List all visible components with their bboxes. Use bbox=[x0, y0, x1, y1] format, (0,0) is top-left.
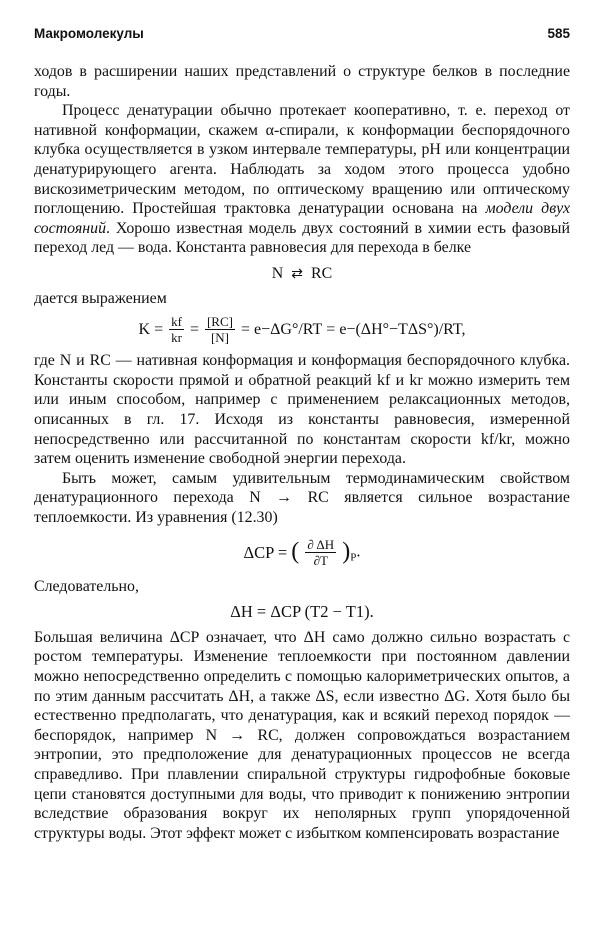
page-body bbox=[34, 62, 570, 843]
paragraph-consequently: Следовательно, bbox=[34, 577, 139, 595]
constant-pressure-subscript: P bbox=[350, 552, 357, 565]
equation-heat-capacity: ΔCP = ( $\frac{\partial \Delta H}{\partial T}$ )$_P$. bbox=[243, 537, 361, 569]
equation-exponential-expanded: = e−(ΔH°−TΔS°)/RT, bbox=[326, 320, 466, 338]
equilibrium-arrows: ⇄ bbox=[291, 266, 303, 282]
paragraph-heat-capacity: Быть может, самым удивительным термодинамическим свойством денатурационного перехода N → RC является сильное возрастание теплоемкости. Из уравнения (12.30) bbox=[34, 469, 570, 526]
paragraph-text: Процесс денатурации обычно протекает кооперативно, т. е. переход от нативной конформации, скажем α-спирали, к конформации беспорядочного клубка осуществляется в узком интервале температуры, pH или концентрации денатурирующего агента. Наблюдать за ходом этого процесса удобно вискозиметрическим методом, по оптическому вращению или оптическому поглощению. Простейшая трактовка денатурации основана на bbox=[34, 102, 570, 218]
paragraph-text: . Хорошо известная модель двух состояний в химии есть фазовый переход лед — вода. Константа равновесия для перехода в белке bbox=[34, 219, 570, 257]
paragraph-entropy-discussion: Большая величина ΔCP означает, что ΔH само должно сильно возрастать с ростом температуры. Изменение теплоемкости при постоянном давлении можно непосредственно определить с помощью калориметрических опытов, а по этим данным рассчитать ΔH, а также ΔS, если известно ΔG. Хотя было бы естественно предполагать, что денатурация, как и всякий переход порядок — беспорядок, например N → RC, должен сопровождаться возрастанием энтропии, это предположение для денатурационных процессов не всегда справедливо. При плавлении спиральной структуры гидрофобные боковые цепи становятся доступными для воды, что приводит к понижению энтропии вследствие образования вокруг их неполярных групп упорядоченной структуры воды. Этот эффект может с избытком компенсировать возрастание bbox=[34, 628, 570, 842]
equation-lhs: K = bbox=[138, 320, 164, 338]
fraction-denominator: ∂T bbox=[313, 553, 328, 569]
fraction-numerator: ∂ ΔH bbox=[307, 537, 335, 553]
reactant-label: N bbox=[271, 264, 284, 282]
fraction-numerator: [RC] bbox=[206, 314, 233, 330]
paragraph-continuation: ходов в расширении наших представлений о структуре белков в последние годы. bbox=[34, 63, 570, 100]
italic-term: модели двух состояний bbox=[34, 200, 570, 237]
chapter-title: Макромолекулы bbox=[34, 26, 144, 41]
paragraph-denaturation bbox=[34, 101, 570, 258]
running-header bbox=[34, 26, 570, 48]
fraction-numerator: kf bbox=[171, 314, 182, 330]
equation-lhs: ΔCP = bbox=[243, 543, 288, 563]
page-number: 585 bbox=[547, 26, 570, 41]
equation-equilibrium-constant: K = $\frac{kf}{kr}$ = $\frac{[RC]}{[N]}$ = e−ΔG°/RT = e−(ΔH°−TΔS°)/RT, bbox=[138, 314, 466, 346]
fraction-partial-derivative bbox=[305, 537, 336, 568]
paragraph-expression-intro: дается выражением bbox=[34, 289, 167, 307]
fraction-denominator: [N] bbox=[210, 330, 229, 346]
paragraph-definitions: где N и RC — нативная конформация и конформация беспорядочного клубка. Константы скорости прямой и обратной реакций kf и kr можно измерить тем или иным способом, например с применением релаксационных методов, описанных в гл. 17. Исходя из константы равновесия, измеренной непосредственно или рассчитанной по константам скорости kf/kr, можно затем оценить изменение свободной энергии перехода. bbox=[34, 352, 570, 468]
fraction-denominator: kr bbox=[171, 330, 182, 346]
product-label: RC bbox=[310, 264, 333, 282]
fraction-concentrations bbox=[205, 314, 235, 345]
equation-exponential: = e−ΔG°/RT bbox=[240, 320, 323, 338]
fraction-rate-constants bbox=[169, 314, 184, 345]
equation-reaction bbox=[34, 264, 570, 285]
equation-enthalpy-change: ΔH = ΔCP (T2 − T1). bbox=[230, 602, 374, 622]
